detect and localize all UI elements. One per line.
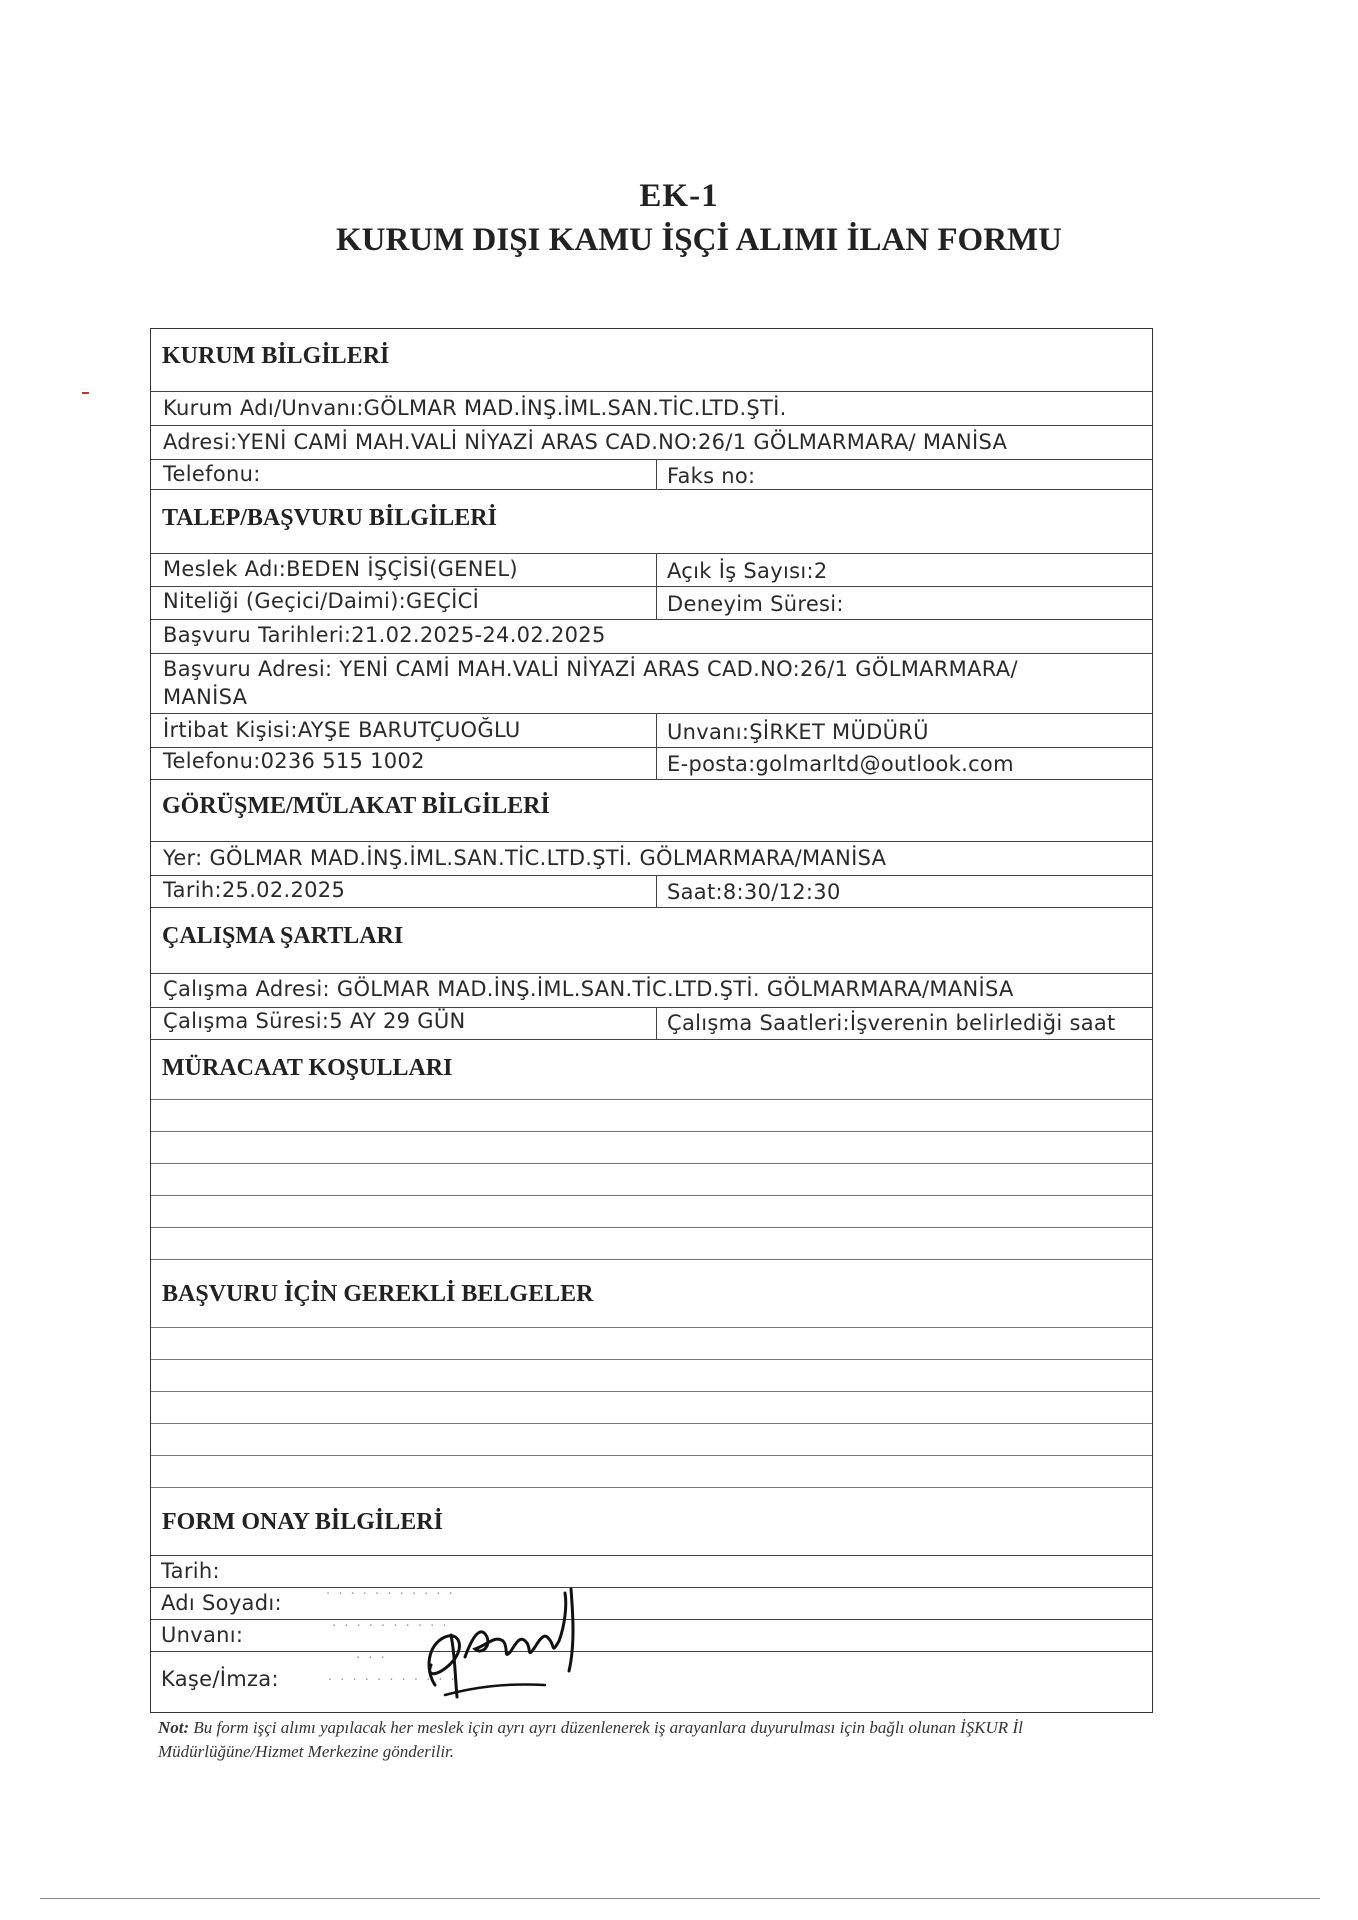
- talep-telefon: Telefonu:0236 515 1002: [163, 749, 425, 773]
- section-belgeler: BAŞVURU İÇİN GEREKLİ BELGELER: [162, 1281, 594, 1307]
- talep-deneyim: Deneyim Süresi:: [667, 592, 844, 616]
- section-onay: FORM ONAY BİLGİLERİ: [162, 1509, 443, 1535]
- talep-tarihler: Başvuru Tarihleri:21.02.2025-24.02.2025: [163, 623, 606, 647]
- kurum-faks: Faks no:: [667, 464, 756, 488]
- gorusme-yer: Yer: GÖLMAR MAD.İNŞ.İML.SAN.TİC.LTD.ŞTİ. GÖLMARMARA/MANİSA: [163, 846, 887, 870]
- form-title: KURUM DIŞI KAMU İŞÇİ ALIMI İLAN FORMU: [335, 222, 1063, 258]
- talep-unvan: Unvanı:ŞİRKET MÜDÜRÜ: [667, 720, 929, 744]
- signature: [395, 1575, 615, 1705]
- talep-irtibat: İrtibat Kişisi:AYŞE BARUTÇUOĞLU: [163, 718, 521, 742]
- talep-adres-1: Başvuru Adresi: YENİ CAMİ MAH.VALİ NİYAZİ ARAS CAD.NO:26/1 GÖLMARMARA/: [163, 657, 1018, 681]
- calisma-sure: Çalışma Süresi:5 AY 29 GÜN: [163, 1009, 466, 1033]
- talep-acik-is: Açık İş Sayısı:2: [667, 559, 828, 583]
- calisma-adres: Çalışma Adresi: GÖLMAR MAD.İNŞ.İML.SAN.TİC.LTD.ŞTİ. GÖLMARMARA/MANİSA: [163, 977, 1014, 1001]
- note-label: Not:: [158, 1718, 190, 1737]
- page-edge: [40, 1898, 1320, 1899]
- onay-unvan: Unvanı:: [161, 1623, 244, 1647]
- kurum-adi: Kurum Adı/Unvanı:GÖLMAR MAD.İNŞ.İML.SAN.TİC.LTD.ŞTİ.: [163, 396, 787, 420]
- onay-adi-soyadi: Adı Soyadı:: [161, 1591, 282, 1615]
- gorusme-saat: Saat:8:30/12:30: [667, 880, 841, 904]
- talep-adres-2: MANİSA: [163, 685, 248, 709]
- onay-kase-imza: Kaşe/İmza:: [161, 1667, 279, 1691]
- section-gorusme: GÖRÜŞME/MÜLAKAT BİLGİLERİ: [162, 793, 550, 819]
- footnote: [158, 1716, 1168, 1764]
- section-kurum: KURUM BİLGİLERİ: [162, 343, 390, 369]
- talep-eposta: E-posta:golmarltd@outlook.com: [667, 752, 1014, 776]
- kurum-adres: Adresi:YENİ CAMİ MAH.VALİ NİYAZİ ARAS CAD.NO:26/1 GÖLMARMARA/ MANİSA: [163, 430, 1008, 454]
- talep-nitelik: Niteliği (Geçici/Daimi):GEÇİCİ: [163, 589, 480, 613]
- onay-tarih: Tarih:: [161, 1559, 220, 1583]
- calisma-saatler: Çalışma Saatleri:İşverenin belirlediği saat: [667, 1011, 1116, 1035]
- section-talep: TALEP/BAŞVURU BİLGİLERİ: [162, 505, 497, 531]
- stray-mark: [82, 392, 89, 394]
- section-muracaat: MÜRACAAT KOŞULLARI: [162, 1055, 453, 1081]
- section-calisma: ÇALIŞMA ŞARTLARI: [162, 923, 404, 949]
- company-stamp: · · · · · · · · · · · · · · · · · · · · · · · · · · · · · · · · · · ·: [326, 1587, 457, 1688]
- application-form: [150, 328, 1153, 1713]
- form-code: EK-1: [639, 178, 719, 214]
- gorusme-tarih: Tarih:25.02.2025: [163, 878, 346, 902]
- kurum-telefon: Telefonu:: [163, 462, 261, 486]
- talep-meslek: Meslek Adı:BEDEN İŞÇİSİ(GENEL): [163, 557, 518, 581]
- note-text: Bu form işçi alımı yapılacak her meslek için ayrı ayrı düzenlenerek iş arayanlara duyurulması için bağlı olunan İŞKUR İl Müdürlüğüne/Hizmet Merkezine gönderilir.: [158, 1718, 1023, 1761]
